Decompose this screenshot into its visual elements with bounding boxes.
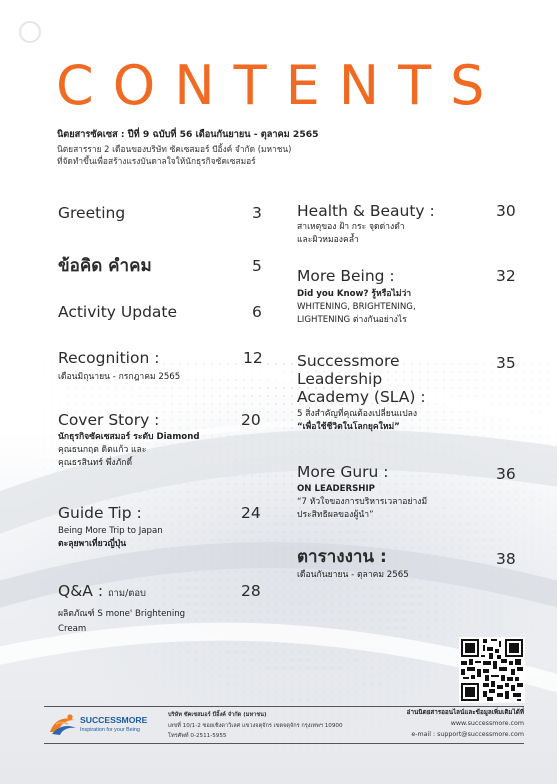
toc-subtitle: WHITENING, BRIGHTENING, xyxy=(297,302,416,312)
toc-heading: Q&A : xyxy=(58,582,104,600)
description-line: นิตยสารราย 2 เดือนของบริษัท ซัคเซสมอร์ บีอิ้งค์ จำกัด (มหาชน) xyxy=(57,144,292,154)
toc-item-health-beauty[interactable] xyxy=(297,202,435,247)
footer-divider-bottom xyxy=(44,743,524,744)
qr-code-icon[interactable] xyxy=(459,637,525,703)
toc-subtitle: สาเหตุของ ฝ้า กระ จุดด่างดำ xyxy=(297,222,405,232)
toc-item-cover-story[interactable] xyxy=(58,411,199,470)
toc-page-number: 6 xyxy=(252,303,262,321)
toc-heading: Recognition : xyxy=(58,349,160,367)
toc-item-recognition[interactable] xyxy=(58,349,180,384)
toc-page-number: 32 xyxy=(496,267,516,285)
toc-heading: Academy (SLA) : xyxy=(297,388,426,406)
toc-subtitle: คุณธรสินทร์ พึ่งภักดี์ xyxy=(58,458,133,468)
toc-page-number: 3 xyxy=(252,204,262,222)
toc-item-guide-tip[interactable] xyxy=(58,504,163,551)
description-line: ที่จัดทำขึ้นเพื่อสร้างแรงบันดาลใจให้นักธุรกิจซัคเซสมอร์ xyxy=(57,156,256,166)
toc-item-qa[interactable] xyxy=(58,582,185,637)
toc-subtitle: Did you Know? รู้หรือไม่ว่า xyxy=(297,289,412,299)
toc-page-number: 28 xyxy=(241,582,261,600)
toc-heading: ตารางงาน : xyxy=(297,547,387,567)
toc-heading: Guide Tip : xyxy=(58,504,142,522)
toc-page-number: 38 xyxy=(496,550,516,568)
toc-subtitle: คุณธนกฤต ดิตแก้ว และ xyxy=(58,445,147,455)
toc-item-schedule[interactable] xyxy=(297,548,409,582)
toc-page-number: 35 xyxy=(496,354,516,372)
toc-subtitle: นักธุรกิจซัคเซสมอร์ ระดับ Diamond xyxy=(58,432,200,442)
toc-subtitle: Being More Trip to Japan xyxy=(58,526,163,536)
toc-item-more-being[interactable] xyxy=(297,267,416,327)
company-name: บริษัท ซัคเซสมอร์ บีอิ้งค์ จำกัด (มหาชน) xyxy=(168,712,267,718)
toc-page-number: 36 xyxy=(496,465,516,483)
toc-page-number: 20 xyxy=(241,411,261,429)
toc-page-number: 12 xyxy=(243,349,263,367)
toc-heading: Leadership xyxy=(297,370,383,388)
toc-subtitle: Cream xyxy=(58,624,87,634)
toc-heading: Successmore xyxy=(297,352,400,370)
toc-item-quotes[interactable] xyxy=(58,257,152,275)
toc-subtitle: ตะลุยพาเที่ยวญี่ปุ่น xyxy=(58,539,127,549)
company-info xyxy=(168,710,343,742)
toc-subtitle: 5 สิ่งสำคัญที่คุณต้องเปลี่ยนแปลง xyxy=(297,409,418,419)
footer-divider-top xyxy=(44,706,524,707)
toc-heading: ข้อคิด คำคม xyxy=(58,256,152,276)
online-info xyxy=(407,708,524,740)
toc-heading: Greeting xyxy=(58,204,126,222)
toc-item-sla[interactable] xyxy=(297,352,426,434)
toc-subtitle: LIGHTENING ต่างกันอย่างไร xyxy=(297,315,407,325)
toc-heading: Cover Story : xyxy=(58,411,160,429)
read-more-label: อ่านนิตยสารออนไลน์และข้อมูลเพิ่มเติมได้ที่ xyxy=(406,709,524,716)
toc-heading: Health & Beauty : xyxy=(297,202,435,220)
toc-heading: More Being : xyxy=(297,267,395,285)
corner-mark-icon xyxy=(18,20,42,44)
logo-tagline: Inspiration for your Being xyxy=(80,727,140,733)
logo-wordmark: SUCCESSMORE xyxy=(80,715,148,725)
issue-line: นิตยสารซัคเซส : ปีที่ 9 ฉบับที่ 56 เดือนกันยายน - ตุลาคม 2565 xyxy=(57,129,319,140)
toc-subtitle: “7 หัวใจของการบริหารเวลาอย่างมี xyxy=(297,497,428,507)
toc-subtitle: และผิวหมองคล้ำ xyxy=(297,235,359,245)
toc-subtitle: ผลิตภัณฑ์ S mone' Brightening xyxy=(58,609,186,619)
toc-heading: Activity Update xyxy=(58,303,178,321)
toc-subtitle: “เพื่อใช้ชีวิตในโลกยุคใหม่” xyxy=(297,422,400,432)
toc-item-activity-update[interactable] xyxy=(58,303,177,321)
toc-subtitle: เดือนกันยายน - ตุลาคม 2565 xyxy=(297,570,409,580)
toc-item-greeting[interactable] xyxy=(58,204,125,222)
magazine-description xyxy=(57,143,291,167)
toc-page-number: 30 xyxy=(496,202,516,220)
company-phone: โทรศัพท์ 0-2511-5955 xyxy=(168,733,227,740)
toc-subtitle: ON LEADERSHIP xyxy=(297,484,375,494)
page-title: CONTENTS xyxy=(56,54,504,117)
toc-heading-suffix: ถาม/ตอบ xyxy=(107,588,146,599)
website-link[interactable]: www.successmore.com xyxy=(450,719,524,727)
email-link[interactable]: e-mail : support@successmore.com xyxy=(411,730,524,738)
toc-item-more-guru[interactable] xyxy=(297,463,427,522)
toc-page-number: 24 xyxy=(241,504,261,522)
toc-heading-row xyxy=(58,582,185,603)
toc-page-number: 5 xyxy=(252,257,262,275)
toc-subtitle: ประสิทธิผลของผู้นำ” xyxy=(297,510,374,520)
toc-heading: More Guru : xyxy=(297,463,389,481)
company-address: เลขที่ 10/1-2 ซอยเชิงดาวิเลศ แขวงจตุจักร เขตจตุจักร กรุงเทพฯ 10900 xyxy=(168,722,343,729)
toc-subtitle: เดือนมิถุนายน - กรกฎาคม 2565 xyxy=(58,372,181,382)
